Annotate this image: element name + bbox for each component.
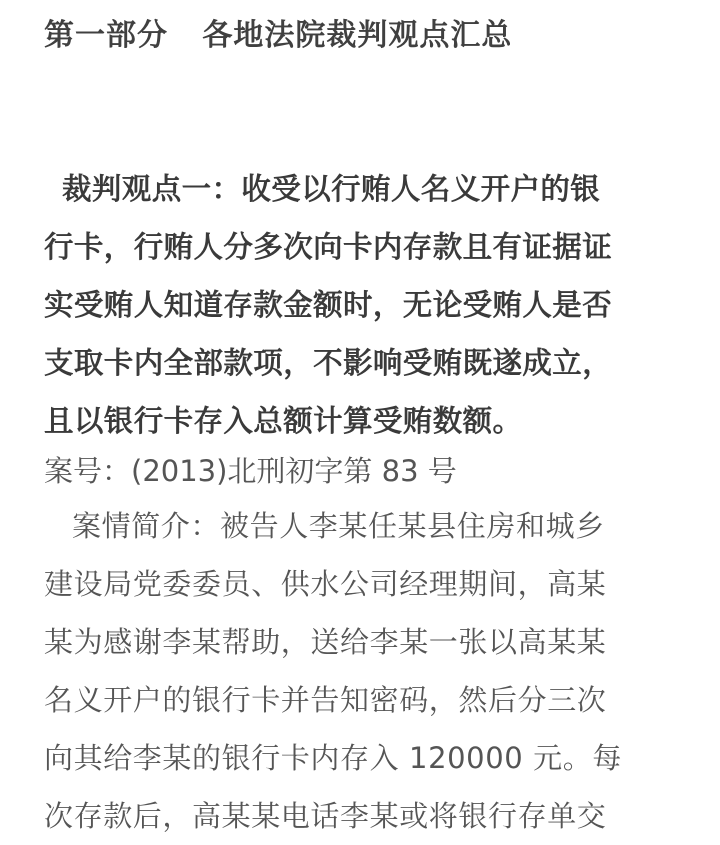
viewpoint-line: 行卡，行贿人分多次向卡内存款且有证据证 (44, 230, 613, 264)
summary-line: 名义开户的银行卡并告知密码，然后分三次 (44, 683, 607, 717)
summary-line: 次存款后，高某某电话李某或将银行存单交 (44, 799, 607, 833)
summary-line: 案情简介：被告人李某任某县住房和城乡 (72, 509, 605, 543)
section-title: 第一部分 各地法院裁判观点汇总 (44, 18, 513, 53)
summary-line: 某为感谢李某帮助，送给李某一张以高某某 (44, 625, 607, 659)
summary-line: 向其给李某的银行卡内存入 120000 元。每 (44, 741, 622, 775)
viewpoint-line: 实受贿人知道存款金额时，无论受贿人是否 (44, 288, 613, 322)
viewpoint-line: 支取卡内全部款项，不影响受贿既遂成立， (44, 346, 613, 380)
case-number: 案号：(2013)北刑初字第 83 号 (44, 454, 457, 488)
ruling-viewpoint-paragraph (44, 160, 684, 450)
case-summary-paragraph (44, 497, 684, 845)
viewpoint-line: 且以银行卡存入总额计算受贿数额。 (44, 404, 523, 438)
viewpoint-line: 裁判观点一：收受以行贿人名义开户的银 (62, 172, 601, 206)
summary-line: 建设局党委委员、供水公司经理期间，高某 (44, 567, 607, 601)
